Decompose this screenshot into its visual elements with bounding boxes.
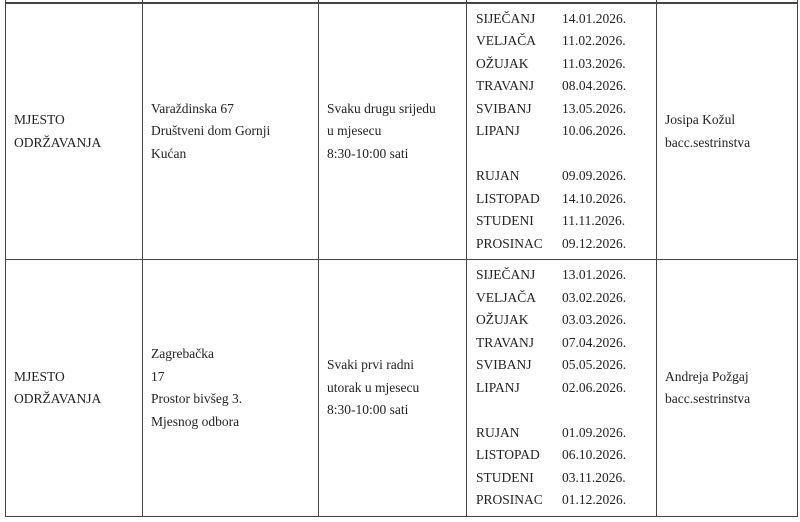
address-cell-line: Varaždinska 67 [151,100,234,116]
date-value: 11.02.2026. [562,33,626,49]
schedule-table [5,0,797,517]
location-label-cell-line: ODRŽAVANJA [14,391,102,406]
nurse-cell-line: bacc.sestrinstva [665,134,751,150]
date-value: 07.04.2026. [562,334,627,350]
nurse-cell [657,260,798,517]
date-entry [476,332,656,355]
table-row [5,260,797,517]
month-name: SVIBANJ [476,357,532,373]
month-name: RUJAN [476,168,520,184]
date-entry [476,354,656,377]
nurse-cell [657,4,798,260]
table-row [5,4,797,260]
date-value: 13.01.2026. [562,267,627,283]
address-cell [143,4,319,260]
address-cell-line: Zagrebačka [151,346,214,361]
date-entry [476,120,656,143]
date-value: 01.12.2026. [562,492,627,508]
time-cell-line: utorak u mjesecu [327,379,420,395]
date-value: 09.09.2026. [562,168,627,184]
month-name: RUJAN [476,424,520,440]
date-entry [476,444,656,467]
date-value: 06.10.2026. [562,447,627,463]
address-cell-line: Kućan [151,145,187,161]
time-cell-line: Svaku drugu srijedu [327,100,436,116]
date-value: 14.10.2026. [562,190,627,206]
time-cell-line: u mjesecu [327,123,382,139]
address-cell-line: 17 [151,368,165,384]
time-cell-line: 8:30-10:00 sati [327,145,409,161]
month-name: LISTOPAD [476,447,540,463]
date-value: 08.04.2026. [562,78,627,94]
date-value: 13.05.2026. [562,100,627,116]
summer-gap [476,399,656,422]
date-entry [476,188,656,211]
date-value: 11.03.2026. [562,55,626,71]
date-entry [476,489,656,512]
month-name: TRAVANJ [476,78,535,94]
month-name: OŽUJAK [476,312,529,328]
month-name: SIJEČANJ [476,267,536,283]
month-name: PROSINAC [476,492,543,508]
month-name: VELJAČA [476,33,536,49]
date-value: 03.03.2026. [562,312,627,328]
month-name: LIPANJ [476,123,520,139]
date-value: 05.05.2026. [562,357,627,373]
month-name: OŽUJAK [476,55,529,71]
time-cell [319,4,467,260]
dates-cell [467,260,657,517]
date-value: 03.11.2026. [562,469,626,485]
date-value: 01.09.2026. [562,424,627,440]
date-entry [476,165,656,188]
time-cell-line: Svaki prvi radni [327,357,414,373]
time-cell-line: 8:30-10:00 sati [327,402,409,418]
location-label-cell-line: MJESTO [14,112,65,127]
location-label-cell [6,4,143,260]
address-cell [143,260,319,517]
date-entry [476,30,656,53]
month-name: LIPANJ [476,379,520,395]
date-entry [476,309,656,332]
time-cell [319,260,467,517]
month-name: STUDENI [476,213,534,229]
date-value: 09.12.2026. [562,235,627,251]
date-value: 14.01.2026. [562,10,627,26]
date-entry [476,98,656,121]
date-entry [476,422,656,445]
date-entry [476,467,656,490]
month-name: VELJAČA [476,289,536,305]
date-entry [476,233,656,256]
date-entry [476,53,656,76]
date-value: 03.02.2026. [562,289,627,305]
date-entry [476,287,656,310]
month-name: TRAVANJ [476,334,535,350]
nurse-cell-line: Josipa Kožul [665,112,736,127]
month-name: SVIBANJ [476,100,532,116]
location-label-cell [6,260,143,517]
month-name: STUDENI [476,469,534,485]
date-value: 02.06.2026. [562,379,627,395]
date-entry [476,75,656,98]
summer-gap [476,143,656,166]
date-entry [476,210,656,233]
month-name: PROSINAC [476,235,543,251]
date-value: 11.11.2026. [562,213,626,229]
address-cell-line: Prostor bivšeg 3. [151,391,243,406]
location-label-cell-line: MJESTO [14,368,65,384]
month-name: SIJEČANJ [476,10,536,26]
address-cell-line: Društveni dom Gornji [151,123,271,139]
nurse-cell-line: Andreja Požgaj [665,368,749,384]
date-entry [476,8,656,31]
address-cell-line: Mjesnog odbora [151,413,240,429]
date-entry [476,377,656,400]
location-label-cell-line: ODRŽAVANJA [14,134,102,150]
dates-cell [467,4,657,260]
month-name: LISTOPAD [476,190,540,206]
nurse-cell-line: bacc.sestrinstva [665,391,751,406]
date-entry [476,264,656,287]
date-value: 10.06.2026. [562,123,627,139]
